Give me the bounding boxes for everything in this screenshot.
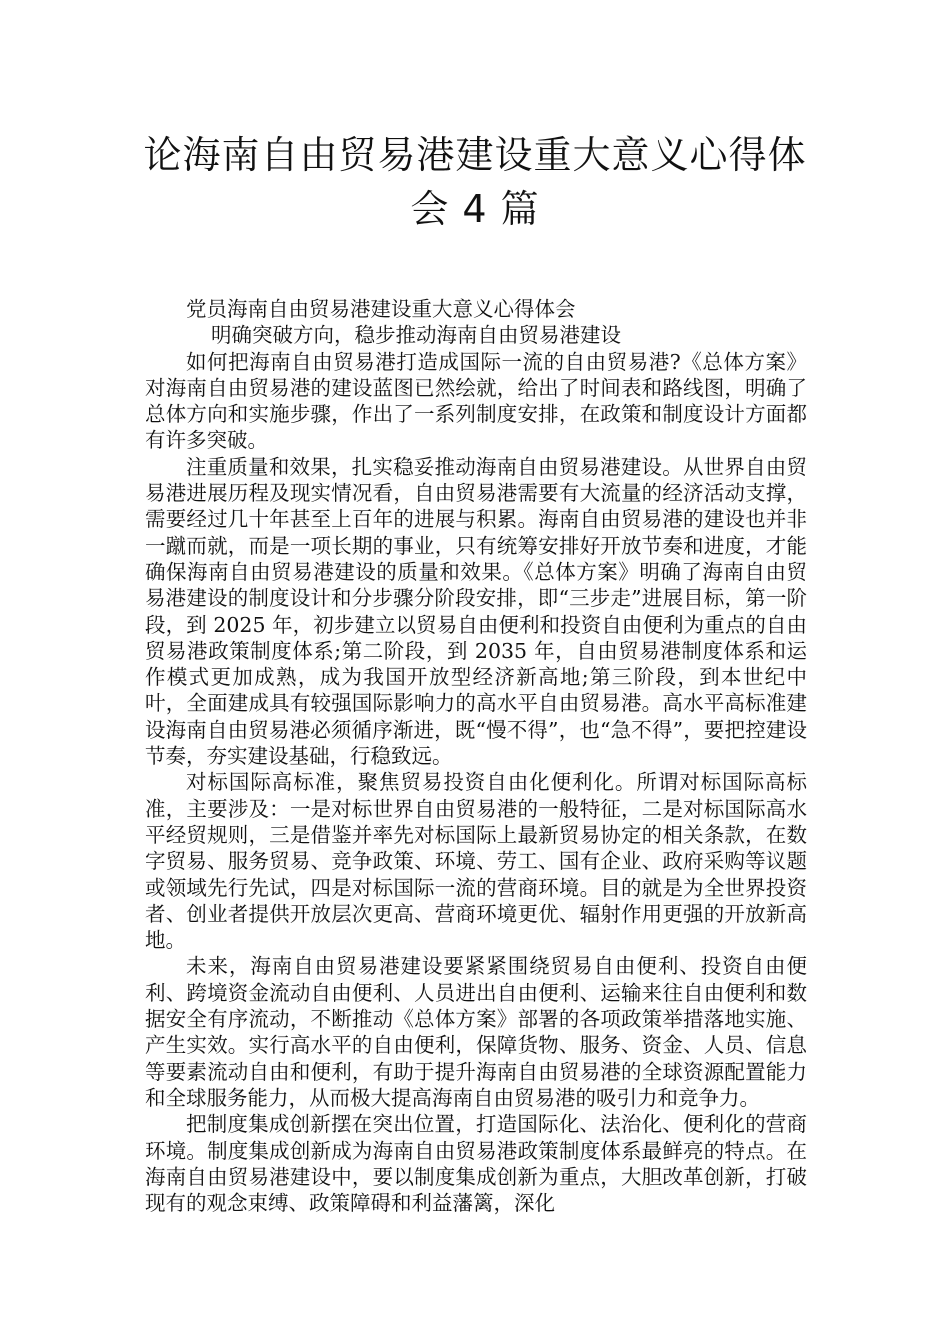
paragraph: 注重质量和效果，扎实稳妥推动海南自由贸易港建设。从世界自由贸易港进展历程及现实情况看，自由贸易港需要有大流量的经济活动支撑，需要经过几十年甚至上百年的进展与积累。海南自由贸易港的建设也并非一蹴而就，而是一项长期的事业，只有统筹安排好开放节奏和进度，才能确保海南自由贸易港建设的质量和效果。《总体方案》明确了海南自由贸易港建设的制度设计和分步骤分阶段安排，即“三步走”进展目标，第一阶段，到 2025 年，初步建立以贸易自由便利和投资自由便利为重点的自由贸易港政策制度体系;第二阶段，到 2035 年，自由贸易港制度体系和运作模式更加成熟，成为我国开放型经济新高地;第三阶段，到本世纪中叶，全面建成具有较强国际影响力的高水平自由贸易港。高水平高标准建设海南自由贸易港必须循序渐进，既“慢不得”，也“急不得”，要把控建设节奏，夯实建设基础，行稳致远。: [145, 454, 807, 769]
paragraph: 对标国际高标准，聚焦贸易投资自由化便利化。所谓对标国际高标准，主要涉及：一是对标世界自由贸易港的一般特征，二是对标国际高水平经贸规则，三是借鉴并率先对标国际上最新贸易协定的相关条款，在数字贸易、服务贸易、竞争政策、环境、劳工、国有企业、政府采购等议题或领域先行先试，四是对标国际一流的营商环境。目的就是为全世界投资者、创业者提供开放层次更高、营商环境更优、辐射作用更强的开放新高地。: [145, 770, 807, 953]
document-body: [145, 296, 807, 1216]
document-title: [100, 128, 850, 236]
section-heading: 党员海南自由贸易港建设重大意义心得体会: [186, 297, 576, 321]
title-line-1: 论海南自由贸易港建设重大意义心得体: [143, 133, 807, 177]
subheading: 明确突破方向，稳步推动海南自由贸易港建设: [211, 323, 621, 348]
title-line-2: 会 4 篇: [410, 187, 540, 231]
paragraph: 未来，海南自由贸易港建设要紧紧围绕贸易自由便利、投资自由便利、跨境资金流动自由便利、人员进出自由便利、运输来往自由便利和数据安全有序流动，不断推动《总体方案》部署的各项政策举措落地实施、产生实效。实行高水平的自由便利，保障货物、服务、资金、人员、信息等要素流动自由和便利，有助于提升海南自由贸易港的全球资源配置能力和全球服务能力，从而极大提高海南自由贸易港的吸引力和竞争力。: [145, 954, 807, 1110]
paragraph: 如何把海南自由贸易港打造成国际一流的自由贸易港?《总体方案》对海南自由贸易港的建设蓝图已然绘就，给出了时间表和路线图，明确了总体方向和实施步骤，作出了一系列制度安排，在政策和制度设计方面都有许多突破。: [145, 349, 807, 453]
paragraph: 把制度集成创新摆在突出位置，打造国际化、法治化、便利化的营商环境。制度集成创新成为海南自由贸易港政策制度体系最鲜亮的特点。在海南自由贸易港建设中，要以制度集成创新为重点，大胆改革创新，打破现有的观念束缚、政策障碍和利益藩篱，深化: [145, 1112, 807, 1216]
